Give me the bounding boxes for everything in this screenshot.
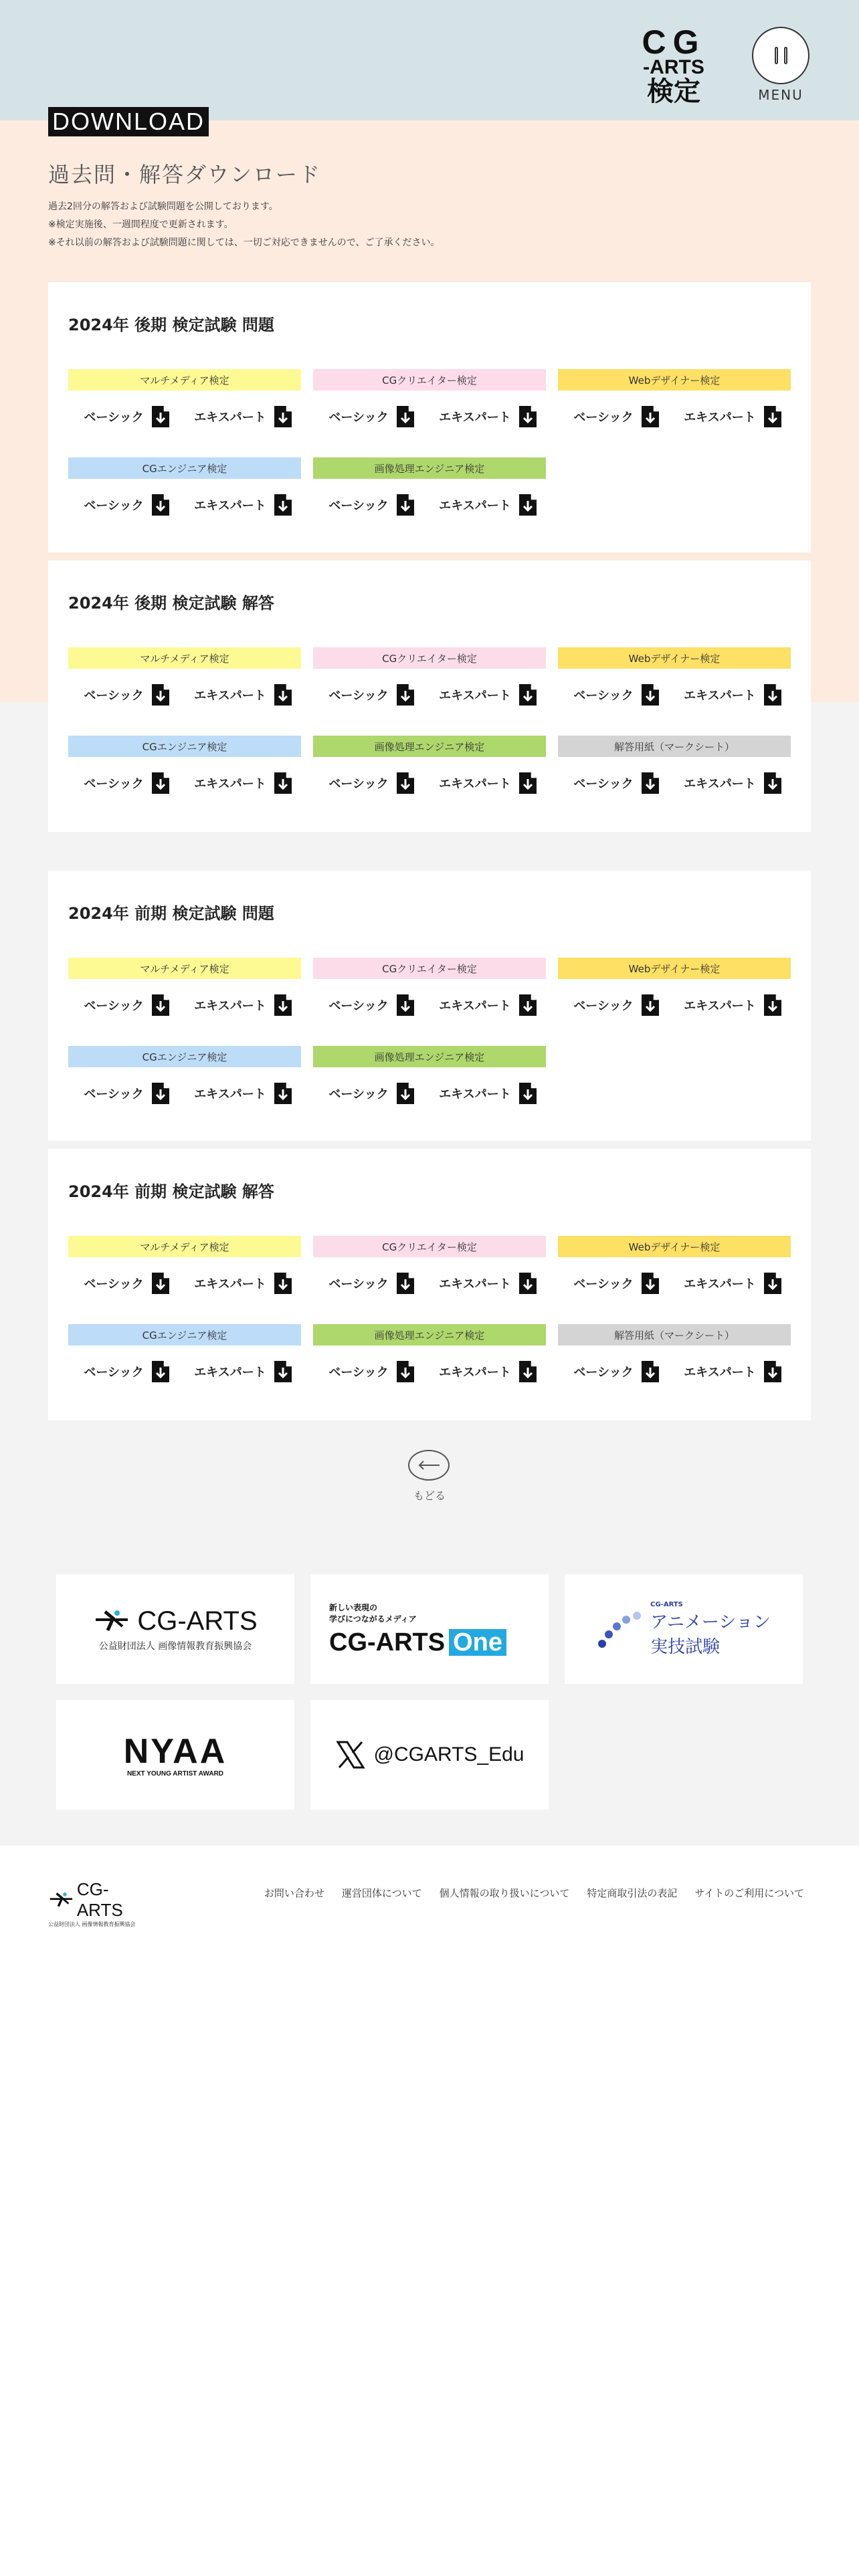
download-file-icon (642, 1273, 659, 1294)
download-file-icon (397, 1083, 414, 1104)
download-file-icon (397, 406, 414, 427)
download-section-card (48, 1149, 811, 1420)
download-basic-label: ベーシック (84, 999, 144, 1013)
exam-download-group (313, 736, 546, 809)
arrow-left-icon (417, 1460, 440, 1471)
footer-link-privacy[interactable]: 個人情報の取り扱いについて (439, 1887, 570, 1899)
download-basic-link[interactable] (558, 1273, 674, 1294)
exam-download-group (68, 1046, 301, 1119)
exam-name-tag: CGエンジニア検定 (68, 1324, 301, 1346)
download-file-icon (274, 406, 292, 427)
exam-download-group (313, 958, 546, 1031)
download-basic-link[interactable] (68, 684, 185, 706)
download-file-icon (152, 1361, 169, 1382)
menu-label: MENU (758, 87, 803, 103)
back-button[interactable] (408, 1450, 450, 1481)
download-expert-link[interactable] (185, 994, 301, 1016)
download-expert-link[interactable] (430, 1273, 546, 1294)
download-basic-label: ベーシック (328, 689, 389, 703)
download-file-icon (519, 1361, 537, 1382)
download-basic-link[interactable] (313, 406, 430, 427)
exam-name-tag: 画像処理エンジニア検定 (313, 457, 546, 479)
section-title (68, 1178, 274, 1202)
download-file-icon (642, 684, 659, 706)
download-expert-link[interactable] (185, 494, 301, 516)
download-heading-tag: DOWNLOAD (48, 107, 209, 136)
section-title-prefix: 2024年 後期 検定試験 (68, 594, 242, 613)
section-title-type: 解答 (242, 1182, 274, 1201)
download-basic-label: ベーシック (328, 777, 389, 791)
exam-name-tag: CGエンジニア検定 (68, 1046, 301, 1067)
download-file-icon (397, 494, 414, 516)
banner-animation-line2: 実技試験 (650, 1636, 721, 1657)
download-file-icon (274, 1273, 292, 1294)
download-expert-label: エキスパート (439, 689, 511, 703)
lead-line: 過去2回分の解答および試験問題を公開しております。 (48, 201, 278, 212)
section-title (68, 590, 274, 613)
exam-name-tag: 解答用紙（マークシート） (558, 736, 791, 757)
download-basic-label: ベーシック (328, 411, 389, 425)
download-file-icon (274, 1083, 292, 1104)
download-expert-link[interactable] (430, 406, 546, 427)
menu-icon (775, 47, 787, 64)
download-basic-link[interactable] (68, 772, 185, 794)
download-file-icon (397, 772, 414, 794)
download-basic-link[interactable] (558, 994, 674, 1016)
menu-button[interactable] (752, 27, 809, 84)
download-expert-link[interactable] (430, 494, 546, 516)
section-title (68, 312, 274, 335)
svg-text:CG: CG (642, 25, 706, 61)
section-title-prefix: 2024年 前期 検定試験 (68, 904, 242, 923)
banner-animation-exam[interactable] (565, 1574, 803, 1684)
download-file-icon (642, 994, 659, 1016)
download-expert-label: エキスパート (194, 777, 266, 791)
download-file-icon (519, 772, 537, 794)
download-expert-label: エキスパート (439, 999, 511, 1013)
footer-link-terms[interactable]: サイトのご利用について (694, 1887, 804, 1899)
download-file-icon (764, 406, 781, 427)
download-file-icon (519, 1083, 537, 1104)
exam-download-group (68, 1236, 301, 1309)
download-expert-link[interactable] (674, 1361, 791, 1382)
exam-download-group (313, 1046, 546, 1119)
download-basic-link[interactable] (558, 1361, 674, 1382)
download-file-icon (397, 684, 414, 706)
download-expert-link[interactable] (185, 1361, 301, 1382)
download-file-icon (642, 772, 659, 794)
download-file-icon (152, 1273, 169, 1294)
exam-name-tag: CGクリエイター検定 (313, 1236, 546, 1257)
banner-one-tagline: 新しい表現の (329, 1602, 378, 1612)
download-expert-label: エキスパート (439, 1277, 511, 1291)
exam-download-group (558, 369, 791, 443)
download-expert-link[interactable] (430, 772, 546, 794)
exam-download-group (558, 736, 791, 809)
download-basic-link[interactable] (68, 1273, 185, 1294)
download-file-icon (152, 772, 169, 794)
download-file-icon (642, 406, 659, 427)
exam-name-tag: 画像処理エンジニア検定 (313, 736, 546, 757)
exam-name-tag: Webデザイナー検定 (558, 1236, 791, 1257)
cgarts-mark-icon (48, 1891, 74, 1909)
footer-link-about[interactable]: 運営団体について (341, 1887, 422, 1899)
download-expert-label: エキスパート (684, 1366, 756, 1380)
download-basic-label: ベーシック (328, 1087, 389, 1101)
download-expert-link[interactable] (430, 994, 546, 1016)
download-file-icon (397, 1273, 414, 1294)
banner-x-account[interactable] (310, 1700, 549, 1810)
download-expert-link[interactable] (674, 994, 791, 1016)
download-expert-label: エキスパート (439, 411, 511, 425)
download-expert-label: エキスパート (194, 499, 266, 513)
exam-download-group (558, 647, 791, 721)
section-title-type: 問題 (242, 904, 274, 923)
download-basic-label: ベーシック (573, 1366, 634, 1380)
download-basic-label: ベーシック (328, 499, 389, 513)
banner-cgarts-one[interactable] (310, 1574, 549, 1684)
exam-name-tag: Webデザイナー検定 (558, 647, 791, 669)
download-expert-link[interactable] (185, 1273, 301, 1294)
exam-download-group (313, 647, 546, 721)
exam-name-tag: 画像処理エンジニア検定 (313, 1324, 546, 1346)
banner-cgarts-name: CG-ARTS (137, 1606, 258, 1636)
download-expert-link[interactable] (185, 1083, 301, 1104)
footer-logo-name: CG-ARTS (76, 1879, 123, 1920)
download-expert-link[interactable] (430, 1083, 546, 1104)
banner-animation-kicker: CG-ARTS (650, 1600, 683, 1608)
exam-download-group (313, 1236, 546, 1309)
section-title-type: 問題 (242, 316, 274, 334)
banner-cgarts[interactable] (56, 1574, 294, 1684)
exam-download-group (68, 369, 301, 443)
lead-line: ※検定実施後、一週間程度で更新されます。 (48, 219, 233, 230)
download-basic-link[interactable] (68, 494, 185, 516)
exam-name-tag: CGエンジニア検定 (68, 457, 301, 479)
download-basic-label: ベーシック (84, 411, 144, 425)
exam-download-group (313, 457, 546, 531)
download-basic-link[interactable] (313, 1273, 430, 1294)
download-expert-link[interactable] (185, 406, 301, 427)
exam-name-tag: CGクリエイター検定 (313, 958, 546, 979)
download-section-card (48, 871, 811, 1141)
download-expert-label: エキスパート (439, 777, 511, 791)
download-file-icon (764, 994, 781, 1016)
exam-download-group (313, 1324, 546, 1398)
download-file-icon (397, 1361, 414, 1382)
download-expert-label: エキスパート (684, 411, 756, 425)
lead-line: ※それ以前の解答および試験問題に関しては、一切ご対応できませんので、ご了承ください。 (48, 237, 440, 248)
exam-download-group (558, 1324, 791, 1398)
download-basic-label: ベーシック (573, 1277, 634, 1291)
exam-name-tag: CGクリエイター検定 (313, 647, 546, 669)
banner-cgarts-sub: 公益財団法人 画像情報教育振興協会 (98, 1640, 252, 1652)
download-expert-label: エキスパート (194, 689, 266, 703)
footer-link-contact[interactable]: お問い合わせ (264, 1887, 324, 1899)
download-basic-label: ベーシック (573, 689, 634, 703)
download-basic-label: ベーシック (328, 999, 389, 1013)
download-expert-label: エキスパート (439, 1087, 511, 1101)
download-expert-link[interactable] (430, 684, 546, 706)
exam-download-group (68, 958, 301, 1031)
download-file-icon (274, 494, 292, 516)
download-basic-link[interactable] (313, 1083, 430, 1104)
download-basic-label: ベーシック (84, 1277, 144, 1291)
footer-logo[interactable] (48, 1879, 153, 1927)
download-file-icon (152, 994, 169, 1016)
exam-download-group (313, 369, 546, 443)
download-basic-label: ベーシック (328, 1366, 389, 1380)
banner-one-name: CG-ARTS (329, 1628, 446, 1656)
download-basic-label: ベーシック (573, 777, 634, 791)
footer-links (264, 1886, 804, 1900)
download-file-icon (519, 684, 537, 706)
exam-name-tag: マルチメディア検定 (68, 369, 301, 391)
download-basic-link[interactable] (68, 1361, 185, 1382)
banner-animation-line1: アニメーション (650, 1612, 771, 1632)
exam-name-tag: マルチメディア検定 (68, 647, 301, 669)
download-file-icon (764, 1273, 781, 1294)
page-title: 過去問・解答ダウンロード (48, 162, 322, 187)
animation-dots-icon (597, 1609, 644, 1649)
exam-download-group (68, 457, 301, 531)
lead-text (48, 198, 440, 252)
download-basic-link[interactable] (68, 1083, 185, 1104)
download-expert-link[interactable] (185, 684, 301, 706)
cgarts-mark-icon (93, 1608, 130, 1634)
download-basic-link[interactable] (313, 1361, 430, 1382)
download-basic-link[interactable] (558, 684, 674, 706)
section-title-prefix: 2024年 前期 検定試験 (68, 1182, 242, 1201)
download-expert-label: エキスパート (194, 1087, 266, 1101)
svg-text:-ARTS: -ARTS (643, 56, 704, 78)
download-file-icon (152, 1083, 169, 1104)
exam-name-tag: Webデザイナー検定 (558, 958, 791, 979)
download-file-icon (519, 1273, 537, 1294)
download-file-icon (764, 684, 781, 706)
banner-nyaa-name: NYAA (123, 1731, 227, 1771)
section-title (68, 900, 274, 924)
download-expert-label: エキスパート (439, 1366, 511, 1380)
exam-download-group (68, 1324, 301, 1398)
exam-name-tag: 画像処理エンジニア検定 (313, 1046, 546, 1067)
download-basic-link[interactable] (313, 494, 430, 516)
download-expert-label: エキスパート (684, 999, 756, 1013)
download-file-icon (519, 494, 537, 516)
download-expert-label: エキスパート (439, 499, 511, 513)
download-basic-link[interactable] (68, 994, 185, 1016)
download-expert-link[interactable] (674, 406, 791, 427)
download-file-icon (152, 406, 169, 427)
download-expert-label: エキスパート (684, 1277, 756, 1291)
download-basic-label: ベーシック (84, 1366, 144, 1380)
download-file-icon (764, 772, 781, 794)
exam-name-tag: CGエンジニア検定 (68, 736, 301, 757)
banner-nyaa[interactable] (56, 1700, 294, 1810)
footer-logo-sub: 公益財団法人 画像情報教育振興協会 (48, 1921, 136, 1927)
cgarts-kentei-logo[interactable] (629, 25, 719, 104)
header-background (0, 0, 859, 120)
download-basic-label: ベーシック (328, 1277, 389, 1291)
download-basic-label: ベーシック (84, 1087, 144, 1101)
banner-one-suffix: One (449, 1629, 506, 1656)
download-basic-label: ベーシック (84, 499, 144, 513)
exam-name-tag: Webデザイナー検定 (558, 369, 791, 391)
download-expert-link[interactable] (674, 772, 791, 794)
exam-download-group (68, 736, 301, 809)
footer (0, 1846, 859, 1953)
download-expert-label: エキスパート (194, 1277, 266, 1291)
exam-name-tag: CGクリエイター検定 (313, 369, 546, 391)
download-file-icon (152, 684, 169, 706)
download-expert-label: エキスパート (684, 777, 756, 791)
download-file-icon (274, 684, 292, 706)
download-expert-link[interactable] (674, 1273, 791, 1294)
download-basic-label: ベーシック (84, 689, 144, 703)
exam-name-tag: マルチメディア検定 (68, 1236, 301, 1257)
download-basic-link[interactable] (313, 994, 430, 1016)
download-file-icon (274, 772, 292, 794)
download-file-icon (274, 994, 292, 1016)
download-file-icon (519, 406, 537, 427)
banner-one-tagline: 学びにつながるメディア (329, 1614, 417, 1624)
download-file-icon (519, 994, 537, 1016)
exam-download-group (68, 647, 301, 721)
exam-download-group (558, 958, 791, 1031)
download-basic-link[interactable] (313, 772, 430, 794)
download-expert-label: エキスパート (194, 999, 266, 1013)
section-title-type: 解答 (242, 594, 274, 613)
exam-download-group (558, 1236, 791, 1309)
download-expert-link[interactable] (185, 772, 301, 794)
download-basic-label: ベーシック (573, 411, 634, 425)
download-basic-link[interactable] (68, 406, 185, 427)
download-file-icon (152, 494, 169, 516)
download-expert-label: エキスパート (194, 411, 266, 425)
exam-name-tag: 解答用紙（マークシート） (558, 1324, 791, 1346)
banner-nyaa-sub: NEXT YOUNG ARTIST AWARD (126, 1769, 224, 1778)
download-file-icon (274, 1361, 292, 1382)
banner-x-handle: @CGARTS_Edu (373, 1743, 524, 1765)
svg-text:検定: 検定 (647, 76, 700, 104)
exam-name-tag: マルチメディア検定 (68, 958, 301, 979)
back-label: もどる (413, 1489, 446, 1502)
download-file-icon (642, 1361, 659, 1382)
download-expert-label: エキスパート (194, 1366, 266, 1380)
download-basic-label: ベーシック (573, 999, 634, 1013)
footer-link-commerce[interactable]: 特定商取引法の表記 (587, 1887, 678, 1899)
download-expert-link[interactable] (430, 1361, 546, 1382)
section-title-prefix: 2024年 後期 検定試験 (68, 316, 242, 334)
download-basic-link[interactable] (558, 772, 674, 794)
download-basic-link[interactable] (558, 406, 674, 427)
download-basic-label: ベーシック (84, 777, 144, 791)
download-expert-label: エキスパート (684, 689, 756, 703)
download-file-icon (397, 994, 414, 1016)
download-expert-link[interactable] (674, 684, 791, 706)
download-section-card (48, 560, 811, 832)
download-file-icon (764, 1361, 781, 1382)
download-section-card (48, 282, 811, 552)
download-basic-link[interactable] (313, 684, 430, 706)
x-logo-icon (335, 1739, 366, 1770)
